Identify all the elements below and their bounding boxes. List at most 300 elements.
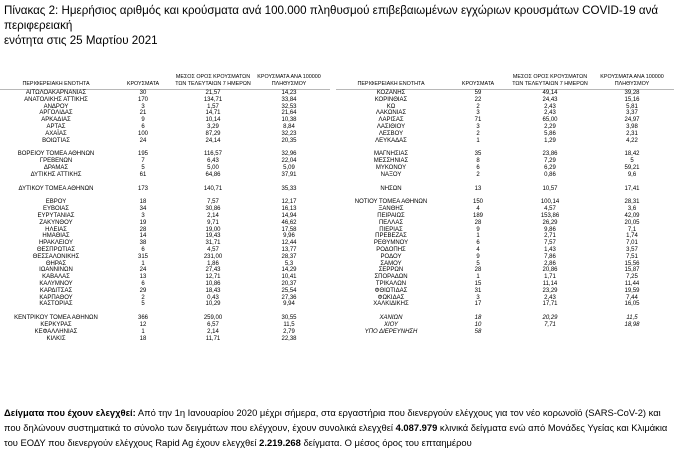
cases-cell: 9 <box>476 253 480 260</box>
avg-cell: 259,00 <box>203 315 223 322</box>
table-row <box>336 247 674 254</box>
avg-cell: 4,57 <box>207 246 219 253</box>
column-header-cases: ΚΡΟΥΣΜΑΤΑ <box>126 80 160 87</box>
cases-cell: 4 <box>476 246 480 253</box>
table-row <box>0 329 330 336</box>
per100k-cell: 20,37 <box>281 280 297 287</box>
avg-cell: 5,00 <box>207 164 219 171</box>
cases-cell: 19 <box>139 219 147 226</box>
left-table <box>0 57 330 342</box>
per100k-cell: 22,04 <box>281 158 297 165</box>
region-cell: ΧΑΝΙΩΝ <box>379 315 403 322</box>
region-cell: ΑΝΑΤΟΛΙΚΗΣ ΑΤΤΙΚΗΣ <box>24 96 88 103</box>
avg-cell: 11,71 <box>205 335 221 342</box>
per100k-cell: 22,38 <box>281 335 297 342</box>
table-row <box>336 322 674 329</box>
per100k-cell: 14,29 <box>281 267 297 274</box>
avg-cell: 10,29 <box>205 301 221 308</box>
table-row <box>336 233 674 240</box>
cases-cell: 170 <box>137 96 148 103</box>
table-title-line-1: Πίνακας 2: Ημερήσιος αριθμός και κρούσματα ανά 100.000 πληθυσμού επιβεβαιωμένων εγχώριων κρουσμάτων COVID-19 ανά περιφερειακή <box>4 4 659 32</box>
region-cell: ΚΕΡΚΥΡΑΣ <box>40 321 72 328</box>
avg-cell: 7,57 <box>207 199 219 206</box>
table-row <box>0 301 330 308</box>
cases-cell: 1 <box>476 137 480 144</box>
table-spacer-row <box>0 144 330 151</box>
per100k-cell: 10,41 <box>281 274 297 281</box>
table-row <box>336 131 674 138</box>
avg-cell: 7,57 <box>544 240 556 247</box>
avg-cell: 87,29 <box>205 130 221 137</box>
region-cell: ΦΩΚΙΔΑΣ <box>377 294 405 301</box>
per100k-cell: 4,22 <box>626 137 638 144</box>
avg-cell: 153,86 <box>540 212 560 219</box>
per100k-cell: 32,53 <box>281 103 297 110</box>
region-cell: ΚΙΛΚΙΣ <box>46 335 66 342</box>
cases-cell: 5 <box>141 164 145 171</box>
table-row <box>0 124 330 131</box>
region-cell: ΛΕΥΚΑΔΑΣ <box>375 137 407 144</box>
cases-cell: 1 <box>476 233 480 240</box>
per100k-cell: 28,31 <box>624 199 640 206</box>
cases-cell: 8 <box>476 158 480 165</box>
per100k-cell: 9,96 <box>283 233 295 240</box>
region-cell: ΗΜΑΘΙΑΣ <box>42 233 70 240</box>
tested-samples-paragraph <box>4 405 672 450</box>
cases-cell: 35 <box>474 151 482 158</box>
avg-cell: 6,57 <box>207 321 219 328</box>
table-row <box>336 315 674 322</box>
table-row <box>0 227 330 234</box>
table-spacer-row <box>336 179 674 186</box>
table-row <box>336 110 674 117</box>
table-row <box>0 322 330 329</box>
cases-cell: 195 <box>137 151 148 158</box>
region-cell: ΚΑΡΠΑΘΟΥ <box>39 294 73 301</box>
region-cell: ΘΗΡΑΣ <box>45 260 67 267</box>
avg-cell: 31,71 <box>205 240 221 247</box>
avg-cell: 5,86 <box>544 130 556 137</box>
per100k-cell: 42,09 <box>624 212 640 219</box>
region-cell: ΣΠΟΡΑΔΩΝ <box>374 274 408 281</box>
cases-cell: 6 <box>476 240 480 247</box>
cases-cell: 15 <box>474 280 482 287</box>
region-cell: ΠΙΕΡΙΑΣ <box>379 226 403 233</box>
per100k-cell: 3,37 <box>626 110 638 117</box>
region-cell: ΧΙΟΥ <box>383 321 398 328</box>
avg-cell: 20,29 <box>542 315 558 322</box>
cases-cell: 3 <box>141 103 145 110</box>
region-cell: ΑΡΓΟΛΙΔΑΣ <box>39 110 73 117</box>
per100k-cell: 20,35 <box>281 137 297 144</box>
cases-cell: 173 <box>137 185 148 192</box>
region-cell: ΚΩ <box>386 103 396 110</box>
cases-cell: 18 <box>474 315 482 322</box>
region-cell: ΘΕΣΠΡΩΤΙΑΣ <box>36 246 76 253</box>
avg-cell: 231,00 <box>203 253 223 260</box>
avg-cell: 140,71 <box>203 185 223 192</box>
cases-cell: 18 <box>139 335 147 342</box>
table-row <box>0 117 330 124</box>
region-cell: ΔΥΤΙΚΗΣ ΑΤΤΙΚΗΣ <box>30 171 82 178</box>
column-header-cases: ΚΡΟΥΣΜΑΤΑ <box>461 80 495 87</box>
region-cell: ΜΥΚΟΝΟΥ <box>375 164 407 171</box>
region-cell: ΑΝΔΡΟΥ <box>43 103 69 110</box>
cases-cell: 2 <box>141 294 145 301</box>
region-cell: ΡΕΘΥΜΝΟΥ <box>373 240 409 247</box>
per100k-cell: 9,6 <box>627 171 637 178</box>
region-cell: ΑΧΑΪΑΣ <box>45 130 67 137</box>
region-cell: ΡΟΔΟΥ <box>380 253 402 260</box>
avg-cell: 19,43 <box>205 233 221 240</box>
table-spacer-row <box>336 308 674 315</box>
region-cell: ΑΡΤΑΣ <box>46 123 66 130</box>
table-row <box>0 336 330 343</box>
cases-cell: 5 <box>141 301 145 308</box>
region-cell: ΠΕΙΡΑΙΩΣ <box>377 212 405 219</box>
per100k-cell: 35,33 <box>281 185 297 192</box>
column-header-per100k: ΚΡΟΥΣΜΑΤΑ ΑΝΑ 100000 ΠΛΗΘΥΣΜΟΥ <box>600 74 664 87</box>
avg-cell: 2,71 <box>544 233 556 240</box>
avg-cell: 7,71 <box>544 321 556 328</box>
table-spacer-row <box>0 179 330 186</box>
avg-cell: 1,57 <box>207 103 219 110</box>
table-row <box>0 267 330 274</box>
table-row <box>0 138 330 145</box>
cases-cell: 28 <box>474 267 482 274</box>
region-cell: ΣΕΡΡΩΝ <box>378 267 404 274</box>
table-row <box>0 261 330 268</box>
table-row <box>0 199 330 206</box>
cases-cell: 18 <box>139 199 147 206</box>
avg-cell: 9,86 <box>544 226 556 233</box>
table-spacer-row <box>336 192 674 199</box>
total-rapid-samples: 2.219.268 <box>259 437 301 448</box>
table-row <box>336 172 674 179</box>
cases-cell: 28 <box>474 219 482 226</box>
table-spacer-row <box>0 192 330 199</box>
avg-cell: 12,71 <box>205 274 221 281</box>
cases-cell: 24 <box>139 267 147 274</box>
per100k-cell: 10,38 <box>281 117 297 124</box>
avg-cell: 2,43 <box>544 294 556 301</box>
cases-cell: 4 <box>476 206 480 213</box>
table-row <box>336 301 674 308</box>
avg-cell: 6,43 <box>207 158 219 165</box>
region-cell: ΓΡΕΒΕΝΩΝ <box>39 158 73 165</box>
per100k-cell: 1,74 <box>626 233 638 240</box>
region-cell: ΙΩΑΝΝΙΝΩΝ <box>39 267 73 274</box>
region-cell: ΚΑΡΔΙΤΣΑΣ <box>39 287 73 294</box>
cases-cell: 22 <box>474 96 482 103</box>
region-cell: ΠΡΕΒΕΖΑΣ <box>375 233 407 240</box>
cases-cell: 189 <box>472 212 483 219</box>
per100k-cell: 37,91 <box>281 171 297 178</box>
tested-samples-text-2: κλινικά δείγματα ενώ από Μονάδες Υγείας και Κλιμάκια του ΕΟΔΥ που διενεργούν ελέγχους Rapid Ag έχουν ελεγχθεί <box>4 422 668 448</box>
table-spacer-row <box>0 308 330 315</box>
avg-cell: 116,57 <box>204 151 222 158</box>
per100k-cell: 15,87 <box>624 267 640 274</box>
table-row <box>0 254 330 261</box>
table-row <box>336 151 674 158</box>
left-table-header <box>0 57 330 90</box>
per100k-cell: 15,56 <box>624 260 640 267</box>
per100k-cell: 13,77 <box>281 246 297 253</box>
per100k-cell: 15,16 <box>624 96 640 103</box>
avg-cell: 7,29 <box>544 158 556 165</box>
per100k-cell: 11,44 <box>624 280 640 287</box>
right-table-body <box>336 90 674 336</box>
avg-cell: 9,71 <box>207 219 219 226</box>
table-row <box>336 254 674 261</box>
table-title-line-2: ενότητα στις 25 Μαρτίου 2021 <box>4 34 158 47</box>
total-pcr-samples: 4.087.979 <box>395 422 438 433</box>
avg-cell: 1,29 <box>544 137 556 144</box>
region-cell: ΛΑΡΙΣΑΣ <box>378 117 404 124</box>
region-cell: ΝΑΞΟΥ <box>380 171 402 178</box>
cases-cell: 1 <box>141 328 145 335</box>
table-row <box>336 227 674 234</box>
per100k-cell: 46,62 <box>281 219 297 226</box>
cases-cell: 3 <box>476 123 480 130</box>
column-header-region: ΠΕΡΙΦΕΡΕΙΑΚΗ ΕΝΟΤΗΤΑ <box>357 80 425 87</box>
cases-cell: 3 <box>476 110 480 117</box>
per100k-cell: 28,37 <box>281 253 297 260</box>
tested-samples-text-3: δείγματα. Ο μέσος όρος του επταημέρου <box>300 437 472 448</box>
region-cell: ΛΑΚΩΝΙΑΣ <box>375 110 407 117</box>
table-row <box>336 90 674 97</box>
cases-cell: 28 <box>139 226 147 233</box>
table-spacer-row <box>336 144 674 151</box>
region-cell: ΚΑΒΑΛΑΣ <box>42 274 70 281</box>
avg-cell: 17,71 <box>542 301 558 308</box>
table-row <box>336 124 674 131</box>
region-cell: ΚΕΦΑΛΛΗΝΙΑΣ <box>34 328 78 335</box>
cases-cell: 2 <box>476 103 480 110</box>
per100k-cell: 17,41 <box>624 185 640 192</box>
per100k-cell: 5,3 <box>284 260 294 267</box>
cases-cell: 100 <box>137 130 148 137</box>
table-row <box>0 172 330 179</box>
table-row <box>0 220 330 227</box>
avg-cell: 23,29 <box>542 287 558 294</box>
table-row <box>336 206 674 213</box>
region-cell: ΒΟΙΩΤΙΑΣ <box>42 137 70 144</box>
table-row <box>0 315 330 322</box>
region-cell: ΛΕΣΒΟΥ <box>378 130 404 137</box>
region-cell: ΝΗΣΩΝ <box>380 185 402 192</box>
region-cell: ΞΑΝΘΗΣ <box>378 206 404 213</box>
avg-cell: 2,14 <box>207 328 219 335</box>
per100k-cell: 5,09 <box>283 164 295 171</box>
avg-cell: 6,29 <box>544 164 556 171</box>
table-row <box>0 165 330 172</box>
cases-cell: 12 <box>139 321 147 328</box>
region-cell: ΧΑΛΚΙΔΙΚΗΣ <box>373 301 409 308</box>
per100k-cell: 7,1 <box>627 226 637 233</box>
avg-cell: 64,86 <box>205 171 221 178</box>
region-cell: ΕΥΡΥΤΑΝΙΑΣ <box>37 212 75 219</box>
cases-cell: 10 <box>474 321 482 328</box>
region-cell: ΔΥΤΙΚΟΥ ΤΟΜΕΑ ΑΘΗΝΩΝ <box>18 185 94 192</box>
avg-cell: 0,86 <box>544 171 556 178</box>
table-row <box>336 261 674 268</box>
per100k-cell: 12,44 <box>281 240 297 247</box>
per100k-cell: 11,5 <box>283 321 295 328</box>
avg-cell: 65,00 <box>542 117 558 124</box>
per100k-cell: 33,84 <box>281 96 297 103</box>
table-row <box>336 158 674 165</box>
avg-cell: 2,86 <box>544 260 556 267</box>
cases-cell: 24 <box>139 137 147 144</box>
table-row <box>0 233 330 240</box>
region-cell: ΕΥΒΟΙΑΣ <box>42 206 70 213</box>
region-cell: ΜΕΣΣΗΝΙΑΣ <box>373 158 409 165</box>
cases-cell: 34 <box>139 206 147 213</box>
per100k-cell: 7,01 <box>626 240 638 247</box>
table-row <box>0 281 330 288</box>
avg-cell: 7,86 <box>544 253 556 260</box>
region-cell: ΠΕΛΛΑΣ <box>378 219 404 226</box>
cases-cell: 21 <box>139 110 147 117</box>
table-row <box>0 90 330 97</box>
per100k-cell: 18,42 <box>624 151 640 158</box>
avg-cell: 11,14 <box>542 280 558 287</box>
per100k-cell: 32,96 <box>281 151 297 158</box>
avg-cell: 30,86 <box>205 206 221 213</box>
table-row <box>0 206 330 213</box>
cases-cell: 1 <box>476 274 480 281</box>
avg-cell: 21,57 <box>205 90 221 96</box>
cases-cell: 3 <box>141 212 145 219</box>
avg-cell: 1,86 <box>207 260 219 267</box>
per100k-cell: 7,51 <box>626 253 638 260</box>
per100k-cell: 7,25 <box>626 274 638 281</box>
cases-cell: 13 <box>474 185 482 192</box>
table-row <box>0 288 330 295</box>
avg-cell: 20,86 <box>542 267 558 274</box>
cases-cell: 9 <box>476 226 480 233</box>
cases-cell: 6 <box>476 164 480 171</box>
region-cell: ΤΡΙΚΑΛΩΝ <box>375 280 407 287</box>
cases-cell: 5 <box>476 260 480 267</box>
cases-cell: 61 <box>139 171 147 178</box>
cases-cell: 9 <box>141 117 145 124</box>
cases-cell: 17 <box>474 301 482 308</box>
region-cell: ΣΑΜΟΥ <box>380 260 402 267</box>
cases-cell: 150 <box>472 199 483 206</box>
cases-cell: 2 <box>476 171 480 178</box>
region-cell: ΚΟΖΑΝΗΣ <box>376 90 406 96</box>
avg-cell: 26,29 <box>542 219 558 226</box>
cases-cell: 13 <box>139 274 147 281</box>
table-row <box>0 104 330 111</box>
table-title <box>4 3 672 48</box>
table-row <box>336 281 674 288</box>
avg-cell: 100,14 <box>540 199 560 206</box>
table-row <box>0 131 330 138</box>
table-row <box>0 213 330 220</box>
tested-samples-text-1: Από την 1η Ιανουαρίου 2020 μέχρι σήμερα, στα εργαστήρια που διενεργούν ελέγχους για τον νέο κορωνοϊό (SARS-CoV-2) και που δηλώνουν συστηματικά το σύνολο των δειγμάτων που ελέγχουν, έχουν συνολικά ελεγχθεί <box>4 407 661 433</box>
cases-cell: 30 <box>139 90 147 96</box>
region-cell: ΚΑΛΥΜΝΟΥ <box>39 280 73 287</box>
cases-cell: 1 <box>141 260 145 267</box>
table-row <box>336 329 674 336</box>
region-cell: ΕΒΡΟΥ <box>45 199 67 206</box>
table-row <box>336 104 674 111</box>
table-row <box>0 186 330 193</box>
per100k-cell: 2,31 <box>626 130 638 137</box>
table-row <box>0 274 330 281</box>
cases-cell: 366 <box>137 315 148 322</box>
region-cell: ΔΡΑΜΑΣ <box>43 164 69 171</box>
region-cell: ΒΟΡΕΙΟΥ ΤΟΜΕΑ ΑΘΗΝΩΝ <box>17 151 95 158</box>
avg-cell: 10,57 <box>542 185 558 192</box>
avg-cell: 1,43 <box>544 246 556 253</box>
per100k-cell: 8,84 <box>283 123 295 130</box>
region-cell: ΛΑΣΙΘΙΟΥ <box>376 123 406 130</box>
table-row <box>336 199 674 206</box>
region-cell: ΖΑΚΥΝΘΟΥ <box>39 219 73 226</box>
column-header-region: ΠΕΡΙΦΕΡΕΙΑΚΗ ΕΝΟΤΗΤΑ <box>22 80 90 87</box>
avg-cell: 27,43 <box>205 267 221 274</box>
cases-cell: 58 <box>474 328 482 335</box>
table-row <box>0 247 330 254</box>
region-cell: ΗΡΑΚΛΕΙΟΥ <box>38 240 74 247</box>
per100k-cell: 2,79 <box>283 328 295 335</box>
per100k-cell: 24,97 <box>624 117 640 124</box>
column-header-avg: ΜΕΣΟΣ ΟΡΟΣ ΚΡΟΥΣΜΑΤΩΝ ΤΩΝ ΤΕΛΕΥΤΑΙΩΝ 7 ΗΜΕΡΩΝ <box>512 74 588 87</box>
cases-cell: 38 <box>139 240 147 247</box>
region-cell: ΑΙΤΩΛΟΑΚΑΡΝΑΝΙΑΣ <box>25 90 87 96</box>
table-row <box>336 97 674 104</box>
per100k-cell: 11,5 <box>626 315 638 322</box>
table-row <box>336 186 674 193</box>
table-row <box>0 151 330 158</box>
cases-cell: 6 <box>141 280 145 287</box>
avg-cell: 10,86 <box>205 280 221 287</box>
table-row <box>336 138 674 145</box>
per100k-cell: 16,05 <box>624 301 640 308</box>
cases-cell: 29 <box>139 287 147 294</box>
per100k-cell: 14,94 <box>281 212 297 219</box>
table-row <box>0 240 330 247</box>
avg-cell: 2,43 <box>544 103 556 110</box>
cases-cell: 7 <box>141 158 145 165</box>
table-row <box>0 158 330 165</box>
right-table <box>336 57 674 336</box>
column-header-avg: ΜΕΣΟΣ ΟΡΟΣ ΚΡΟΥΣΜΑΤΩΝ ΤΩΝ ΤΕΛΕΥΤΑΙΩΝ 7 ΗΜΕΡΩΝ <box>175 74 251 87</box>
table-row <box>336 267 674 274</box>
table-row <box>336 240 674 247</box>
table-row <box>336 165 674 172</box>
cases-cell: 31 <box>474 287 482 294</box>
per100k-cell: 14,23 <box>281 90 297 96</box>
per100k-cell: 19,59 <box>624 287 640 294</box>
region-cell: ΚΟΡΙΝΘΙΑΣ <box>374 96 408 103</box>
avg-cell: 18,43 <box>205 287 221 294</box>
region-cell: ΜΑΓΝΗΣΙΑΣ <box>373 151 409 158</box>
per100k-cell: 12,17 <box>281 199 297 206</box>
region-cell: ΑΡΚΑΔΙΑΣ <box>41 117 71 124</box>
per100k-cell: 32,23 <box>281 130 297 137</box>
cases-cell: 6 <box>141 123 145 130</box>
table-row <box>0 110 330 117</box>
avg-cell: 10,14 <box>205 117 221 124</box>
per100k-cell: 16,13 <box>281 206 297 213</box>
region-cell: ΥΠΟ ΔΙΕΡΕΥΝΗΣΗ <box>364 328 418 335</box>
table-row <box>336 295 674 302</box>
